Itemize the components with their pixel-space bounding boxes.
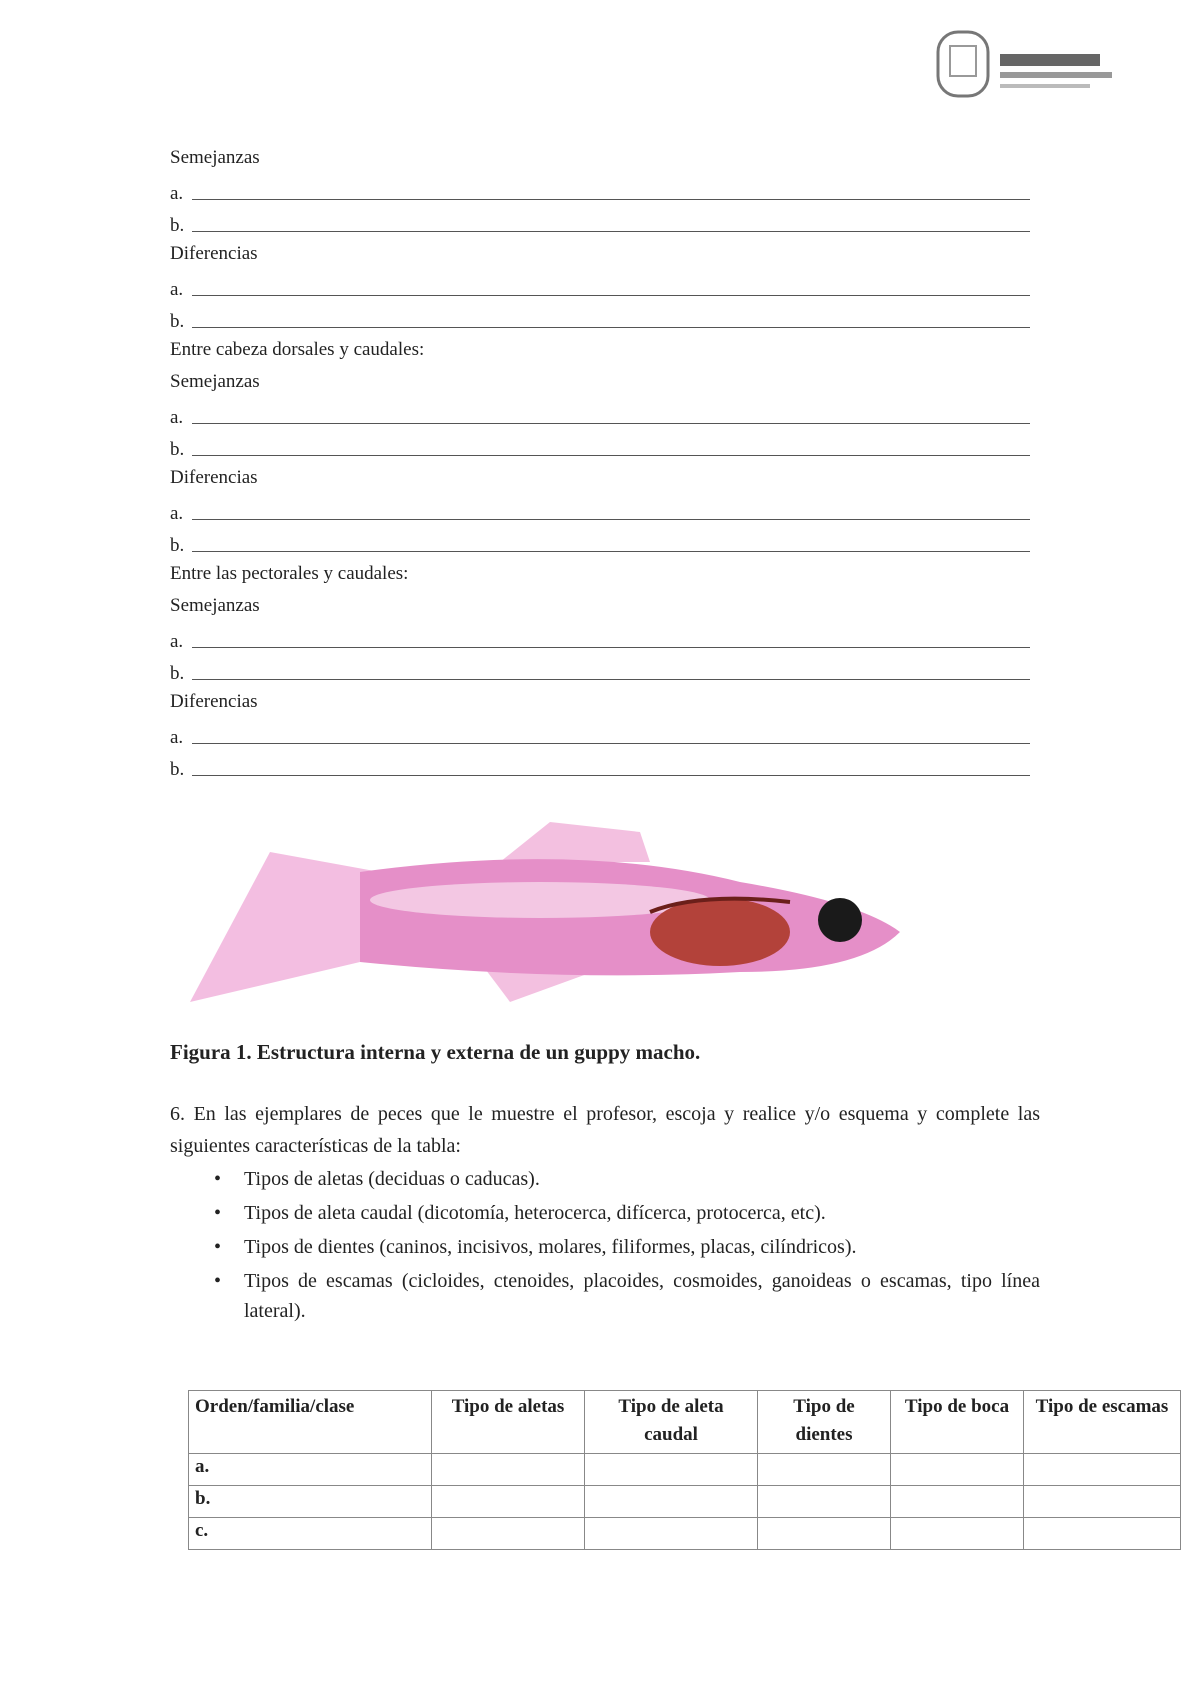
answer-rule[interactable] (192, 755, 1030, 776)
answer-line[interactable] (170, 174, 1030, 206)
university-seal-icon (920, 20, 1130, 106)
table-cell[interactable] (891, 1454, 1024, 1486)
answer-line[interactable] (170, 494, 1030, 526)
table-cell[interactable] (758, 1454, 891, 1486)
answer-line[interactable] (170, 622, 1030, 654)
answer-line[interactable] (170, 206, 1030, 238)
answer-rule[interactable] (192, 179, 1030, 200)
answer-rule[interactable] (192, 211, 1030, 232)
column-header: Orden/familia/clase (189, 1391, 432, 1454)
table-cell[interactable]: b. (189, 1486, 432, 1518)
table-cell[interactable] (585, 1454, 758, 1486)
list-item: • Tipos de aletas (deciduas o caducas). (210, 1164, 1040, 1194)
answer-line-label: b. (170, 535, 185, 556)
answer-rule[interactable] (192, 531, 1030, 552)
table-cell[interactable] (758, 1518, 891, 1550)
subsection-heading: Semejanzas (170, 147, 260, 168)
answer-line-label: a. (170, 183, 184, 204)
answer-line[interactable] (170, 302, 1030, 334)
answer-rule[interactable] (192, 307, 1030, 328)
university-logo (920, 20, 1130, 106)
fish-caudal-fin (190, 852, 380, 1002)
table-cell[interactable] (1024, 1454, 1181, 1486)
instructions-paragraph: 6. En las ejemplares de peces que le muestre el profesor, escoja y realice y/o esquema y complete las siguientes características de la tabla: (170, 1103, 1040, 1157)
subsection-heading: Diferencias (170, 691, 258, 712)
section-title: Entre cabeza dorsales y caudales: (170, 339, 425, 360)
column-header: Tipo de escamas (1024, 1391, 1181, 1454)
answer-line[interactable] (170, 398, 1030, 430)
answer-line-label: a. (170, 279, 184, 300)
table-cell[interactable] (758, 1486, 891, 1518)
table-cell[interactable] (1024, 1518, 1181, 1550)
table-cell[interactable] (891, 1518, 1024, 1550)
answer-line[interactable] (170, 750, 1030, 782)
table-cell[interactable] (585, 1486, 758, 1518)
answer-line[interactable] (170, 654, 1030, 686)
answer-rule[interactable] (192, 435, 1030, 456)
table-row (189, 1518, 1181, 1550)
table-row (189, 1454, 1181, 1486)
subsection-heading: Diferencias (170, 467, 258, 488)
answer-rule[interactable] (192, 723, 1030, 744)
fish-spine (370, 882, 710, 918)
table-row (189, 1486, 1181, 1518)
subsection-heading: Diferencias (170, 243, 258, 264)
fish-eye (818, 898, 862, 942)
answer-rule[interactable] (192, 403, 1030, 424)
guppy-figure (180, 812, 920, 1022)
answer-line-label: b. (170, 439, 185, 460)
subsection-heading: Semejanzas (170, 595, 260, 616)
table-cell[interactable] (432, 1486, 585, 1518)
answer-line-label: a. (170, 503, 184, 524)
comparison-form (170, 142, 1030, 782)
column-header: Tipo de aletas (432, 1391, 585, 1454)
answer-rule[interactable] (192, 499, 1030, 520)
figure-caption: Figura 1. Estructura interna y externa de un guppy macho. (170, 1040, 701, 1064)
table-cell[interactable] (585, 1518, 758, 1550)
table-cell[interactable]: c. (189, 1518, 432, 1550)
answer-line-label: b. (170, 759, 185, 780)
table-cell[interactable] (432, 1454, 585, 1486)
subsection-heading: Semejanzas (170, 371, 260, 392)
answer-rule[interactable] (192, 659, 1030, 680)
table-cell[interactable] (891, 1486, 1024, 1518)
answer-line-label: b. (170, 215, 185, 236)
answer-rule[interactable] (192, 627, 1030, 648)
list-item: • Tipos de aleta caudal (dicotomía, heterocerca, difícerca, protocerca, etc). (210, 1198, 1040, 1228)
fish-internal-organs (650, 898, 790, 966)
column-header: Tipo de aleta caudal (585, 1391, 758, 1454)
answer-line-label: a. (170, 727, 184, 748)
table-header-row (189, 1391, 1181, 1454)
list-item: • Tipos de escamas (cicloides, ctenoides, placoides, cosmoides, ganoideas o escamas, tipo línea lateral). (210, 1266, 1040, 1326)
table-cell[interactable]: a. (189, 1454, 432, 1486)
list-item: • Tipos de dientes (caninos, incisivos, molares, filiformes, placas, cilíndricos). (210, 1232, 1040, 1262)
instructions-list (210, 1164, 1040, 1330)
table-cell[interactable] (432, 1518, 585, 1550)
answer-line[interactable] (170, 430, 1030, 462)
answer-line-label: b. (170, 311, 185, 332)
column-header: Tipo de boca (891, 1391, 1024, 1454)
section-title: Entre las pectorales y caudales: (170, 563, 409, 584)
answer-line-label: b. (170, 663, 185, 684)
answer-line[interactable] (170, 270, 1030, 302)
answer-rule[interactable] (192, 275, 1030, 296)
answer-line-label: a. (170, 407, 184, 428)
answer-line[interactable] (170, 718, 1030, 750)
answer-line-label: a. (170, 631, 184, 652)
fish-dorsal-fin (500, 822, 650, 862)
characteristics-table (188, 1390, 1181, 1550)
answer-line[interactable] (170, 526, 1030, 558)
column-header: Tipo de dientes (758, 1391, 891, 1454)
table-cell[interactable] (1024, 1486, 1181, 1518)
